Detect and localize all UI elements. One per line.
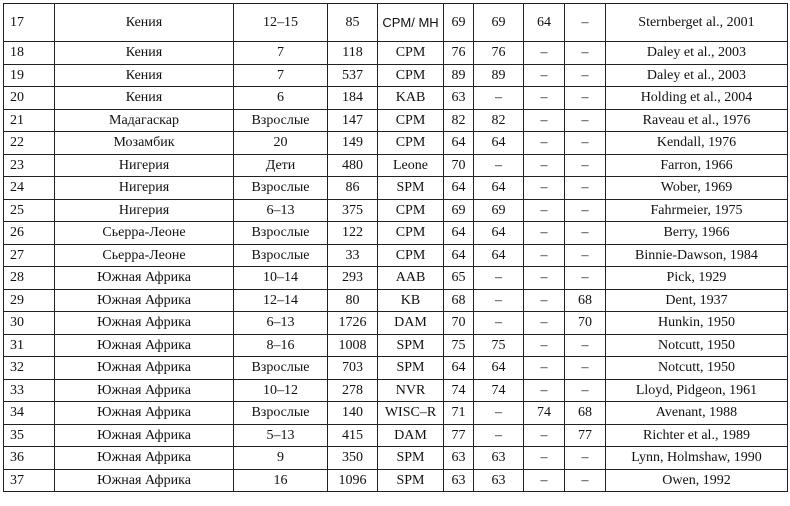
row-number: 22	[4, 132, 55, 155]
row-number: 34	[4, 402, 55, 425]
country-cell: Южная Африка	[55, 402, 234, 425]
sample-size-cell: 85	[328, 4, 378, 42]
sample-size-cell: 122	[328, 222, 378, 245]
test-method-cell: AAB	[378, 267, 444, 290]
score-3-cell: –	[524, 469, 565, 492]
score-4-cell: –	[565, 447, 606, 470]
row-number: 28	[4, 267, 55, 290]
score-4-cell: –	[565, 87, 606, 110]
score-1-cell: 63	[444, 469, 474, 492]
country-cell: Южная Африка	[55, 379, 234, 402]
source-cell: Binnie-Dawson, 1984	[606, 244, 788, 267]
source-cell: Sternberget al., 2001	[606, 4, 788, 42]
age-group-cell: Взрослые	[234, 177, 328, 200]
age-group-cell: Взрослые	[234, 222, 328, 245]
row-number: 20	[4, 87, 55, 110]
table-row	[4, 42, 788, 65]
source-cell: Owen, 1992	[606, 469, 788, 492]
score-2-cell: 64	[474, 177, 524, 200]
score-2-cell: 64	[474, 357, 524, 380]
country-cell: Южная Африка	[55, 289, 234, 312]
country-cell: Кения	[55, 64, 234, 87]
score-2-cell: 89	[474, 64, 524, 87]
source-cell: Avenant, 1988	[606, 402, 788, 425]
test-method-cell: CPM	[378, 64, 444, 87]
score-3-cell: –	[524, 379, 565, 402]
test-method-cell: WISC–R	[378, 402, 444, 425]
score-1-cell: 71	[444, 402, 474, 425]
score-1-cell: 77	[444, 424, 474, 447]
score-2-cell: –	[474, 154, 524, 177]
score-4-cell: –	[565, 109, 606, 132]
sample-size-cell: 278	[328, 379, 378, 402]
age-group-cell: 6	[234, 87, 328, 110]
country-cell: Южная Африка	[55, 447, 234, 470]
score-4-cell: –	[565, 267, 606, 290]
country-cell: Южная Африка	[55, 312, 234, 335]
sample-size-cell: 480	[328, 154, 378, 177]
test-method-cell: SPM	[378, 177, 444, 200]
score-2-cell: 63	[474, 469, 524, 492]
age-group-cell: 20	[234, 132, 328, 155]
table-row	[4, 222, 788, 245]
age-group-cell: 7	[234, 42, 328, 65]
study-table	[3, 3, 788, 492]
row-number: 35	[4, 424, 55, 447]
score-4-cell: –	[565, 64, 606, 87]
row-number: 18	[4, 42, 55, 65]
score-1-cell: 69	[444, 199, 474, 222]
score-4-cell: –	[565, 132, 606, 155]
country-cell: Южная Африка	[55, 334, 234, 357]
test-method-cell: CPM	[378, 42, 444, 65]
score-4-cell: 77	[565, 424, 606, 447]
score-3-cell: –	[524, 64, 565, 87]
test-method-cell: SPM	[378, 357, 444, 380]
test-method-cell: KAB	[378, 87, 444, 110]
sample-size-cell: 415	[328, 424, 378, 447]
sample-size-cell: 118	[328, 42, 378, 65]
score-3-cell: –	[524, 312, 565, 335]
row-number: 21	[4, 109, 55, 132]
sample-size-cell: 184	[328, 87, 378, 110]
score-3-cell: –	[524, 447, 565, 470]
table-row	[4, 469, 788, 492]
source-cell: Notcutt, 1950	[606, 334, 788, 357]
table-row	[4, 357, 788, 380]
score-2-cell: 64	[474, 132, 524, 155]
source-cell: Fahrmeier, 1975	[606, 199, 788, 222]
country-cell: Нигерия	[55, 199, 234, 222]
score-1-cell: 64	[444, 222, 474, 245]
sample-size-cell: 1096	[328, 469, 378, 492]
score-2-cell: –	[474, 402, 524, 425]
test-method-cell: CPM	[378, 244, 444, 267]
score-1-cell: 64	[444, 132, 474, 155]
score-4-cell: –	[565, 469, 606, 492]
country-cell: Нигерия	[55, 177, 234, 200]
table-row	[4, 109, 788, 132]
score-2-cell: –	[474, 87, 524, 110]
score-3-cell: –	[524, 177, 565, 200]
score-1-cell: 75	[444, 334, 474, 357]
score-3-cell: –	[524, 267, 565, 290]
score-1-cell: 69	[444, 4, 474, 42]
score-2-cell: 75	[474, 334, 524, 357]
score-4-cell: –	[565, 4, 606, 42]
table-row	[4, 87, 788, 110]
source-cell: Holding et al., 2004	[606, 87, 788, 110]
source-cell: Pick, 1929	[606, 267, 788, 290]
source-cell: Dent, 1937	[606, 289, 788, 312]
age-group-cell: 5–13	[234, 424, 328, 447]
score-2-cell: –	[474, 312, 524, 335]
age-group-cell: 10–14	[234, 267, 328, 290]
score-2-cell: 64	[474, 222, 524, 245]
table-row	[4, 447, 788, 470]
source-cell: Wober, 1969	[606, 177, 788, 200]
sample-size-cell: 1008	[328, 334, 378, 357]
sample-size-cell: 86	[328, 177, 378, 200]
score-1-cell: 63	[444, 87, 474, 110]
score-4-cell: –	[565, 199, 606, 222]
score-2-cell: 74	[474, 379, 524, 402]
row-number: 30	[4, 312, 55, 335]
sample-size-cell: 350	[328, 447, 378, 470]
score-3-cell: –	[524, 334, 565, 357]
table-row	[4, 334, 788, 357]
country-cell: Мозамбик	[55, 132, 234, 155]
score-1-cell: 89	[444, 64, 474, 87]
source-cell: Richter et al., 1989	[606, 424, 788, 447]
score-1-cell: 82	[444, 109, 474, 132]
country-cell: Южная Африка	[55, 469, 234, 492]
score-2-cell: 69	[474, 199, 524, 222]
score-4-cell: –	[565, 244, 606, 267]
table-row	[4, 312, 788, 335]
score-1-cell: 74	[444, 379, 474, 402]
row-number: 25	[4, 199, 55, 222]
row-number: 19	[4, 64, 55, 87]
age-group-cell: Взрослые	[234, 402, 328, 425]
score-3-cell: –	[524, 199, 565, 222]
row-number: 27	[4, 244, 55, 267]
country-cell: Южная Африка	[55, 424, 234, 447]
row-number: 24	[4, 177, 55, 200]
source-cell: Raveau et al., 1976	[606, 109, 788, 132]
table-row	[4, 289, 788, 312]
score-3-cell: –	[524, 222, 565, 245]
source-cell: Kendall, 1976	[606, 132, 788, 155]
row-number: 32	[4, 357, 55, 380]
test-method-cell: NVR	[378, 379, 444, 402]
score-3-cell: –	[524, 109, 565, 132]
score-4-cell: 68	[565, 289, 606, 312]
score-4-cell: –	[565, 42, 606, 65]
sample-size-cell: 537	[328, 64, 378, 87]
score-3-cell: –	[524, 424, 565, 447]
score-4-cell: –	[565, 222, 606, 245]
age-group-cell: 12–15	[234, 4, 328, 42]
country-cell: Кения	[55, 42, 234, 65]
sample-size-cell: 140	[328, 402, 378, 425]
score-3-cell: 74	[524, 402, 565, 425]
row-number: 33	[4, 379, 55, 402]
table-row	[4, 199, 788, 222]
score-3-cell: –	[524, 244, 565, 267]
row-number: 29	[4, 289, 55, 312]
score-4-cell: –	[565, 379, 606, 402]
score-1-cell: 68	[444, 289, 474, 312]
score-1-cell: 64	[444, 177, 474, 200]
score-1-cell: 64	[444, 244, 474, 267]
age-group-cell: 8–16	[234, 334, 328, 357]
source-cell: Notcutt, 1950	[606, 357, 788, 380]
test-method-cell: CPM	[378, 222, 444, 245]
country-cell: Сьерра-Леоне	[55, 244, 234, 267]
test-method-cell: KB	[378, 289, 444, 312]
row-number: 31	[4, 334, 55, 357]
sample-size-cell: 1726	[328, 312, 378, 335]
score-4-cell: 68	[565, 402, 606, 425]
sample-size-cell: 293	[328, 267, 378, 290]
source-cell: Farron, 1966	[606, 154, 788, 177]
age-group-cell: 10–12	[234, 379, 328, 402]
score-2-cell: 76	[474, 42, 524, 65]
source-cell: Daley et al., 2003	[606, 64, 788, 87]
score-4-cell: –	[565, 154, 606, 177]
score-1-cell: 64	[444, 357, 474, 380]
row-number: 26	[4, 222, 55, 245]
sample-size-cell: 147	[328, 109, 378, 132]
sample-size-cell: 33	[328, 244, 378, 267]
test-method-cell: CPM	[378, 199, 444, 222]
score-4-cell: 70	[565, 312, 606, 335]
table-row	[4, 154, 788, 177]
age-group-cell: 7	[234, 64, 328, 87]
country-cell: Мадагаскар	[55, 109, 234, 132]
table-row	[4, 4, 788, 42]
table-row	[4, 424, 788, 447]
country-cell: Южная Африка	[55, 267, 234, 290]
test-method-cell: SPM	[378, 447, 444, 470]
test-method-cell: SPM	[378, 334, 444, 357]
source-cell: Hunkin, 1950	[606, 312, 788, 335]
score-1-cell: 70	[444, 154, 474, 177]
test-method-cell: CPM	[378, 109, 444, 132]
score-2-cell: –	[474, 424, 524, 447]
score-2-cell: –	[474, 289, 524, 312]
country-cell: Кения	[55, 87, 234, 110]
age-group-cell: 6–13	[234, 199, 328, 222]
score-2-cell: 64	[474, 244, 524, 267]
score-2-cell: 69	[474, 4, 524, 42]
score-3-cell: –	[524, 87, 565, 110]
age-group-cell: Взрослые	[234, 109, 328, 132]
test-method-cell: SPM	[378, 469, 444, 492]
test-method-cell: CPM	[378, 132, 444, 155]
row-number: 36	[4, 447, 55, 470]
score-1-cell: 76	[444, 42, 474, 65]
score-3-cell: –	[524, 154, 565, 177]
score-3-cell: –	[524, 132, 565, 155]
row-number: 37	[4, 469, 55, 492]
test-method-cell: DAM	[378, 312, 444, 335]
table-body	[4, 4, 788, 492]
age-group-cell: 6–13	[234, 312, 328, 335]
country-cell: Сьерра-Леоне	[55, 222, 234, 245]
score-3-cell: –	[524, 289, 565, 312]
source-cell: Daley et al., 2003	[606, 42, 788, 65]
age-group-cell: Взрослые	[234, 357, 328, 380]
age-group-cell: Взрослые	[234, 244, 328, 267]
country-cell: Нигерия	[55, 154, 234, 177]
sample-size-cell: 149	[328, 132, 378, 155]
score-4-cell: –	[565, 334, 606, 357]
country-cell: Кения	[55, 4, 234, 42]
table-row	[4, 267, 788, 290]
table-row	[4, 244, 788, 267]
score-2-cell: 82	[474, 109, 524, 132]
score-1-cell: 70	[444, 312, 474, 335]
score-4-cell: –	[565, 357, 606, 380]
table-row	[4, 64, 788, 87]
score-3-cell: 64	[524, 4, 565, 42]
test-method-cell: CPM/ MH	[378, 4, 444, 42]
row-number: 17	[4, 4, 55, 42]
score-2-cell: 63	[474, 447, 524, 470]
sample-size-cell: 703	[328, 357, 378, 380]
age-group-cell: Дети	[234, 154, 328, 177]
score-4-cell: –	[565, 177, 606, 200]
age-group-cell: 12–14	[234, 289, 328, 312]
test-method-cell: DAM	[378, 424, 444, 447]
score-1-cell: 63	[444, 447, 474, 470]
table-row	[4, 402, 788, 425]
score-3-cell: –	[524, 357, 565, 380]
source-cell: Lynn, Holmshaw, 1990	[606, 447, 788, 470]
row-number: 23	[4, 154, 55, 177]
age-group-cell: 16	[234, 469, 328, 492]
score-1-cell: 65	[444, 267, 474, 290]
test-method-cell: Leone	[378, 154, 444, 177]
table-row	[4, 132, 788, 155]
score-2-cell: –	[474, 267, 524, 290]
source-cell: Lloyd, Pidgeon, 1961	[606, 379, 788, 402]
country-cell: Южная Африка	[55, 357, 234, 380]
sample-size-cell: 375	[328, 199, 378, 222]
table-row	[4, 177, 788, 200]
source-cell: Berry, 1966	[606, 222, 788, 245]
table-row	[4, 379, 788, 402]
sample-size-cell: 80	[328, 289, 378, 312]
age-group-cell: 9	[234, 447, 328, 470]
score-3-cell: –	[524, 42, 565, 65]
